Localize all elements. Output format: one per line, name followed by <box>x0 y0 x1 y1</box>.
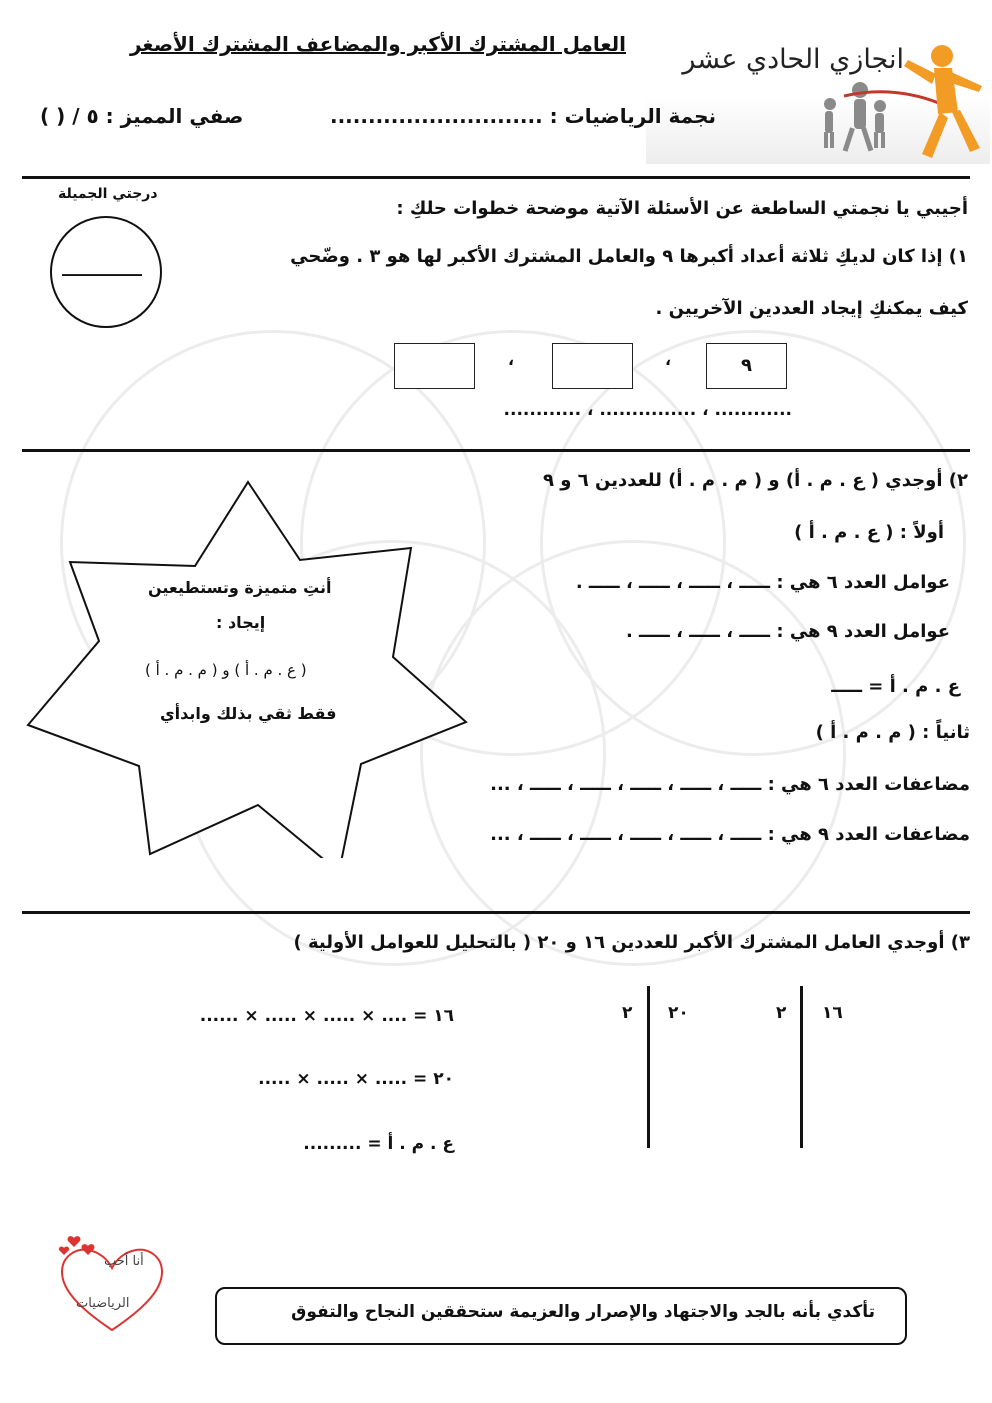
divider <box>22 911 970 914</box>
ladder-16-divisor: ٢ <box>776 1003 787 1023</box>
q2-gcf-line: ع . م . أ = ـــــ <box>831 676 960 697</box>
divider <box>22 449 970 452</box>
q3-eq-16: ١٦ = .... × ..... × ..... × ...... <box>199 1006 454 1026</box>
star-label: نجمة الرياضيات : ............................ <box>329 104 716 128</box>
q1-line2: كيف يمكنكِ إيجاد العددين الآخريين . <box>655 298 968 319</box>
heart-icon <box>56 1228 168 1338</box>
comma-2: ، <box>508 350 515 369</box>
star-line3: ( ع . م . أ ) و ( م . م . أ ) <box>145 661 307 679</box>
q2-multiples-9: مضاعفات العدد ٩ هي : ـــــ ، ـــــ ، ـــــ ، ـــــ ، ـــــ ، ... <box>490 824 970 845</box>
star-line2: إيجاد : <box>216 613 266 632</box>
watermark-circle <box>420 540 846 966</box>
runners-icon <box>646 14 990 164</box>
number-box-3[interactable] <box>394 343 475 389</box>
logo-text: انجازي الحادي عشر <box>682 44 904 75</box>
grade-label: درجتي الجميلة <box>58 186 158 202</box>
comma-1: ، <box>665 350 672 369</box>
class-label: صفي المميز : ٥ / ( ) <box>40 104 244 128</box>
q2-first-label: أولاً : ( ع . م . أ ) <box>794 522 944 543</box>
ladder-20-number: ٢٠ <box>668 1003 689 1023</box>
number-box-2[interactable] <box>552 343 633 389</box>
star-line4: فقط ثقي بذلك وابدأي <box>160 704 337 723</box>
q2-factors-9: عوامل العدد ٩ هي : ـــــ ، ـــــ ، ـــــ . <box>625 621 950 642</box>
grade-blank: ________ <box>62 252 142 276</box>
number-box-1[interactable] <box>706 343 787 389</box>
love-line2: الرياضيات <box>76 1296 130 1311</box>
q2-second-label: ثانياً : ( م . م . أ ) <box>815 722 970 743</box>
motto-box <box>215 1287 907 1345</box>
grade-circle[interactable] <box>50 216 162 328</box>
q1-dots-line: ............ ، ............... ، ............ <box>503 400 792 420</box>
q1-line1: ١) إذا كان لديكِ ثلاثة أعداد أكبرها ٩ والعامل المشترك الأكبر لها هو ٣ . وضّحي <box>290 246 968 267</box>
instruction-text: أجيبي يا نجمتي الساطعة عن الأسئلة الآتية موضحة خطوات حلكِ : <box>396 198 968 219</box>
header-logo <box>646 14 990 164</box>
love-math-logo <box>56 1228 168 1338</box>
divider <box>22 176 970 179</box>
number-box-1-value: ٩ <box>741 355 752 376</box>
q2-heading: ٢) أوجدي ( ع . م . أ) و ( م . م . أ) للعددين ٦ و ٩ <box>543 470 968 491</box>
love-line1: أنا أحب <box>104 1254 144 1269</box>
ladder-16-number: ١٦ <box>822 1003 843 1023</box>
ladder-20-bar <box>647 986 650 1148</box>
q3-eq-20: ٢٠ = ..... × ..... × ..... <box>258 1069 454 1089</box>
q2-multiples-6: مضاعفات العدد ٦ هي : ـــــ ، ـــــ ، ـــــ ، ـــــ ، ـــــ ، ... <box>490 774 970 795</box>
q2-factors-6: عوامل العدد ٦ هي : ـــــ ، ـــــ ، ـــــ ، ـــــ . <box>575 572 950 593</box>
ladder-16-bar <box>800 986 803 1148</box>
ladder-20-divisor: ٢ <box>622 1003 633 1023</box>
motto-text: تأكدي بأنه بالجد والاجتهاد والإصرار والعزيمة ستحققين النجاح والتفوق <box>291 1302 875 1322</box>
q3-gcf: ع . م . أ = ......... <box>303 1134 454 1154</box>
star-line1: أنتِ متميزة وتستطيعين <box>148 578 332 597</box>
page-title: العامل المشترك الأكبر والمضاعف المشترك الأصغر <box>129 32 626 56</box>
q3-heading: ٣) أوجدي العامل المشترك الأكبر للعددين ١٦ و ٢٠ ( بالتحليل للعوامل الأولية ) <box>293 932 970 953</box>
